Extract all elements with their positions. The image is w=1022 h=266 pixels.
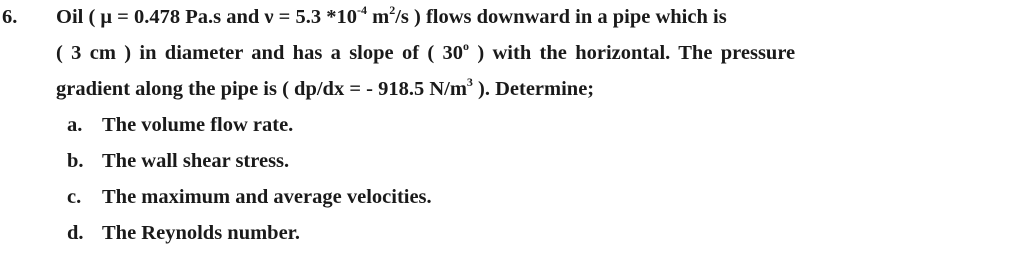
part-letter: b.: [67, 150, 84, 172]
degree-symbol: o: [463, 39, 470, 53]
part-letter: d.: [67, 222, 84, 244]
part-text: The Reynolds number.: [102, 222, 301, 244]
statement-line-1: [56, 5, 1016, 29]
statement-text: gradient along the pipe is ( dp/dx = - 918.5 N/m: [56, 78, 467, 100]
question-part-b: [67, 149, 432, 173]
exponent: 2: [389, 3, 396, 17]
statement-line-2: [56, 41, 1016, 65]
statement-text: Oil ( μ = 0.478 Pa.s and ν = 5.3 *10: [56, 6, 357, 28]
statement-text: m: [366, 6, 390, 28]
statement-text: /s ) flows downward in a pipe which is: [395, 6, 727, 28]
statement-line-3: [56, 77, 1016, 101]
problem-number: 6.: [2, 6, 18, 28]
part-text: The volume flow rate.: [102, 114, 294, 136]
problem-statement: [56, 5, 1016, 113]
part-letter: a.: [67, 114, 83, 136]
exponent: 3: [466, 75, 473, 89]
exponent: -4: [356, 3, 367, 17]
question-part-a: [67, 113, 432, 137]
statement-text: ). Determine;: [472, 78, 595, 100]
question-part-d: [67, 221, 432, 245]
part-letter: c.: [67, 186, 82, 208]
part-text: The maximum and average velocities.: [102, 186, 432, 208]
statement-text: ) with the horizontal. The pressure: [469, 42, 796, 64]
part-text: The wall shear stress.: [102, 150, 290, 172]
statement-text: ( 3 cm ) in diameter and has a slope of ( 30: [56, 42, 464, 64]
question-parts: [67, 113, 432, 257]
question-part-c: [67, 185, 432, 209]
